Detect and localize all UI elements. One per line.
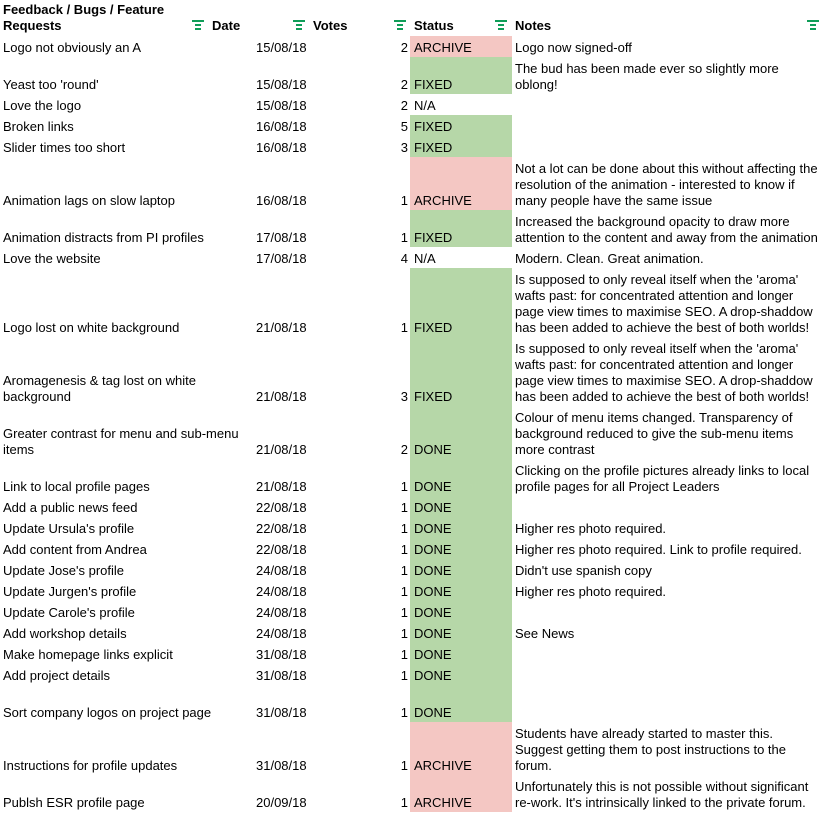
votes-cell[interactable] xyxy=(340,57,408,94)
date-cell-text: 16/08/18 xyxy=(256,140,307,155)
status-cell-text: N/A xyxy=(414,98,436,113)
date-cell[interactable] xyxy=(256,247,336,268)
request-cell[interactable] xyxy=(3,406,248,459)
request-cell[interactable] xyxy=(3,115,248,136)
notes-cell-text: Students have already started to master this. Suggest getting them to post instructions to the forum. xyxy=(515,726,786,773)
votes-cell[interactable] xyxy=(340,94,408,115)
status-cell[interactable] xyxy=(410,157,512,210)
votes-cell[interactable] xyxy=(340,622,408,643)
notes-cell[interactable] xyxy=(515,136,820,157)
status-cell-text: DONE xyxy=(414,563,452,578)
status-cell-text: ARCHIVE xyxy=(414,795,472,810)
request-cell-text: Add project details xyxy=(3,668,110,683)
date-cell-text: 17/08/18 xyxy=(256,230,307,245)
request-cell[interactable] xyxy=(3,247,248,268)
request-cell-text: Logo lost on white background xyxy=(3,320,180,335)
status-cell[interactable] xyxy=(410,580,512,601)
notes-cell[interactable] xyxy=(515,775,820,812)
votes-cell[interactable] xyxy=(340,601,408,622)
request-cell-text: Animation distracts from PI profiles xyxy=(3,230,204,245)
request-cell[interactable] xyxy=(3,94,248,115)
date-cell[interactable] xyxy=(256,94,336,115)
date-cell-text: 24/08/18 xyxy=(256,605,307,620)
request-cell-text: Add a public news feed xyxy=(3,500,138,515)
request-cell[interactable] xyxy=(3,538,248,559)
status-cell-text: DONE xyxy=(414,647,452,662)
request-cell-text: Update Jurgen's profile xyxy=(3,584,137,599)
request-cell-text: Add content from Andrea xyxy=(3,542,147,557)
date-cell-text: 21/08/18 xyxy=(256,479,307,494)
votes-cell[interactable] xyxy=(340,136,408,157)
notes-cell[interactable] xyxy=(515,94,820,115)
notes-cell-text: Logo now signed-off xyxy=(515,40,632,55)
votes-cell[interactable] xyxy=(340,775,408,812)
request-cell-text: Animation lags on slow laptop xyxy=(3,193,175,208)
notes-cell[interactable] xyxy=(515,406,820,459)
request-cell[interactable] xyxy=(3,210,248,247)
notes-cell-text: Didn't use spanish copy xyxy=(515,563,652,578)
status-cell[interactable] xyxy=(410,268,512,337)
votes-cell-text: 1 xyxy=(400,795,408,810)
status-cell-text: FIXED xyxy=(414,389,453,404)
date-cell-text: 16/08/18 xyxy=(256,119,307,134)
status-cell[interactable] xyxy=(410,517,512,538)
notes-cell[interactable] xyxy=(515,57,820,94)
filter-icon[interactable] xyxy=(293,20,305,30)
votes-cell-text: 1 xyxy=(400,193,408,208)
notes-cell[interactable] xyxy=(515,247,820,268)
votes-cell[interactable] xyxy=(340,496,408,517)
request-cell-text: Greater contrast for menu and sub-menu items xyxy=(3,426,239,457)
date-cell-text: 24/08/18 xyxy=(256,584,307,599)
date-cell-text: 21/08/18 xyxy=(256,442,307,457)
status-cell[interactable] xyxy=(410,775,512,812)
notes-cell-text: Is supposed to only reveal itself when the 'aroma' wafts past: for concentrated attention and longer page view times to maximise SEO. A drop-shaddow has been added to achieve the best of both worlds! xyxy=(515,341,813,404)
date-cell[interactable] xyxy=(256,268,336,337)
votes-cell-text: 1 xyxy=(400,230,408,245)
request-cell-text: Update Ursula's profile xyxy=(3,521,135,536)
request-cell-text: Yeast too 'round' xyxy=(3,77,99,92)
votes-cell-text: 1 xyxy=(400,647,408,662)
request-cell-text: Broken links xyxy=(3,119,74,134)
status-cell-text: DONE xyxy=(414,584,452,599)
date-cell[interactable] xyxy=(256,157,336,210)
notes-cell[interactable] xyxy=(515,664,820,685)
votes-cell-text: 4 xyxy=(400,251,408,266)
votes-cell[interactable] xyxy=(340,538,408,559)
date-cell[interactable] xyxy=(256,685,336,722)
status-cell[interactable] xyxy=(410,406,512,459)
status-cell[interactable] xyxy=(410,337,512,406)
date-cell[interactable] xyxy=(256,643,336,664)
date-cell[interactable] xyxy=(256,459,336,496)
date-cell[interactable] xyxy=(256,601,336,622)
date-cell[interactable] xyxy=(256,517,336,538)
request-cell[interactable] xyxy=(3,136,248,157)
votes-cell[interactable] xyxy=(340,247,408,268)
votes-cell-text: 2 xyxy=(400,98,408,113)
votes-cell[interactable] xyxy=(340,664,408,685)
date-cell-text: 22/08/18 xyxy=(256,542,307,557)
votes-cell-text: 1 xyxy=(400,542,408,557)
date-cell[interactable] xyxy=(256,559,336,580)
votes-cell[interactable] xyxy=(340,559,408,580)
notes-cell-text: Higher res photo required. xyxy=(515,584,667,599)
votes-cell-text: 1 xyxy=(400,668,408,683)
votes-cell[interactable] xyxy=(340,722,408,775)
request-cell-text: Instructions for profile updates xyxy=(3,758,178,773)
date-cell-text: 16/08/18 xyxy=(256,193,307,208)
status-cell-text: DONE xyxy=(414,705,452,720)
votes-cell-text: 5 xyxy=(400,119,408,134)
request-cell-text: Update Jose's profile xyxy=(3,563,124,578)
votes-cell[interactable] xyxy=(340,643,408,664)
status-cell-text: FIXED xyxy=(414,320,453,335)
header-requests-line2: Requests xyxy=(3,18,62,33)
date-cell[interactable] xyxy=(256,496,336,517)
notes-cell[interactable] xyxy=(515,559,820,580)
votes-cell-text: 2 xyxy=(400,40,408,55)
votes-cell[interactable] xyxy=(340,517,408,538)
notes-cell[interactable] xyxy=(515,538,820,559)
date-cell-text: 31/08/18 xyxy=(256,705,307,720)
request-cell[interactable] xyxy=(3,36,248,57)
header-status: Status xyxy=(414,18,454,33)
notes-cell[interactable] xyxy=(515,210,820,247)
header-date: Date xyxy=(212,18,241,33)
votes-cell[interactable] xyxy=(340,268,408,337)
votes-cell-text: 1 xyxy=(400,705,408,720)
status-cell[interactable] xyxy=(410,496,512,517)
notes-cell[interactable] xyxy=(515,157,820,210)
votes-cell-text: 1 xyxy=(400,500,408,515)
request-cell[interactable] xyxy=(3,664,248,685)
status-cell-text: DONE xyxy=(414,479,452,494)
notes-cell-text: Clicking on the profile pictures already links to local profile pages for all Project Leaders xyxy=(515,463,810,494)
status-cell-text: DONE xyxy=(414,626,452,641)
date-cell-text: 22/08/18 xyxy=(256,500,307,515)
status-cell-text: DONE xyxy=(414,521,452,536)
votes-cell-text: 1 xyxy=(400,563,408,578)
date-cell[interactable] xyxy=(256,722,336,775)
status-cell[interactable] xyxy=(410,664,512,685)
status-cell[interactable] xyxy=(410,247,512,268)
notes-cell[interactable] xyxy=(515,337,820,406)
filter-icon[interactable] xyxy=(394,20,406,30)
date-cell[interactable] xyxy=(256,622,336,643)
request-cell[interactable] xyxy=(3,268,248,337)
notes-cell-text: The bud has been made ever so slightly more oblong! xyxy=(515,61,779,92)
status-cell-text: ARCHIVE xyxy=(414,758,472,773)
status-cell[interactable] xyxy=(410,57,512,94)
votes-cell[interactable] xyxy=(340,115,408,136)
request-cell-text: Publsh ESR profile page xyxy=(3,795,145,810)
notes-cell-text: Is supposed to only reveal itself when the 'aroma' wafts past: for concentrated attention and longer page view times to maximise SEO. A drop-shaddow has been added to achieve the best of both worlds! xyxy=(515,272,813,335)
status-cell-text: FIXED xyxy=(414,230,453,245)
status-cell[interactable] xyxy=(410,559,512,580)
status-cell[interactable] xyxy=(410,643,512,664)
request-cell-text: Logo not obviously an A xyxy=(3,40,142,55)
notes-cell[interactable] xyxy=(515,496,820,517)
date-cell-text: 15/08/18 xyxy=(256,98,307,113)
request-cell-text: Love the logo xyxy=(3,98,82,113)
votes-cell-text: 3 xyxy=(400,140,408,155)
request-cell-text: Make homepage links explicit xyxy=(3,647,173,662)
date-cell-text: 31/08/18 xyxy=(256,647,307,662)
request-cell[interactable] xyxy=(3,496,248,517)
votes-cell-text: 3 xyxy=(400,389,408,404)
status-cell[interactable] xyxy=(410,210,512,247)
status-cell[interactable] xyxy=(410,459,512,496)
date-cell[interactable] xyxy=(256,580,336,601)
notes-cell[interactable] xyxy=(515,580,820,601)
notes-cell[interactable] xyxy=(515,601,820,622)
date-cell[interactable] xyxy=(256,337,336,406)
votes-cell[interactable] xyxy=(340,210,408,247)
notes-cell-text: Colour of menu items changed. Transparency of background reduced to give the sub-menu items more contrast xyxy=(515,410,794,457)
votes-cell-text: 2 xyxy=(400,442,408,457)
date-cell-text: 20/09/18 xyxy=(256,795,307,810)
date-cell-text: 21/08/18 xyxy=(256,389,307,404)
notes-cell[interactable] xyxy=(515,643,820,664)
request-cell[interactable] xyxy=(3,517,248,538)
notes-cell[interactable] xyxy=(515,685,820,722)
filter-icon[interactable] xyxy=(807,20,819,30)
status-cell[interactable] xyxy=(410,115,512,136)
status-cell-text: N/A xyxy=(414,251,436,266)
date-cell[interactable] xyxy=(256,664,336,685)
notes-cell[interactable] xyxy=(515,36,820,57)
notes-cell-text: Higher res photo required. xyxy=(515,521,667,536)
request-cell[interactable] xyxy=(3,157,248,210)
notes-cell[interactable] xyxy=(515,517,820,538)
request-cell[interactable] xyxy=(3,57,248,94)
status-cell-text: DONE xyxy=(414,500,452,515)
request-cell[interactable] xyxy=(3,643,248,664)
status-cell[interactable] xyxy=(410,538,512,559)
request-cell-text: Love the website xyxy=(3,251,101,266)
request-cell[interactable] xyxy=(3,775,248,812)
date-cell[interactable] xyxy=(256,115,336,136)
status-cell[interactable] xyxy=(410,136,512,157)
notes-cell[interactable] xyxy=(515,622,820,643)
date-cell[interactable] xyxy=(256,136,336,157)
date-cell-text: 24/08/18 xyxy=(256,563,307,578)
date-cell[interactable] xyxy=(256,538,336,559)
notes-cell-text: Modern. Clean. Great animation. xyxy=(515,251,704,266)
votes-cell[interactable] xyxy=(340,406,408,459)
notes-cell[interactable] xyxy=(515,722,820,775)
votes-cell-text: 1 xyxy=(400,584,408,599)
status-cell-text: ARCHIVE xyxy=(414,193,472,208)
status-cell-text: ARCHIVE xyxy=(414,40,472,55)
filter-icon[interactable] xyxy=(192,20,204,30)
status-cell-text: FIXED xyxy=(414,77,453,92)
notes-cell-text: Higher res photo required. Link to profile required. xyxy=(515,542,802,557)
filter-icon[interactable] xyxy=(495,20,507,30)
date-cell-text: 15/08/18 xyxy=(256,77,307,92)
header-votes: Votes xyxy=(313,18,348,33)
header-notes: Notes xyxy=(515,18,552,33)
notes-cell[interactable] xyxy=(515,268,820,337)
request-cell[interactable] xyxy=(3,459,248,496)
notes-cell-text: Not a lot can be done about this without affecting the resolution of the animation - interested to know if many people have the same issue xyxy=(515,161,818,208)
request-cell-text: Sort company logos on project page xyxy=(3,705,212,720)
votes-cell-text: 1 xyxy=(400,479,408,494)
status-cell[interactable] xyxy=(410,622,512,643)
notes-cell-text: See News xyxy=(515,626,575,641)
status-cell[interactable] xyxy=(410,685,512,722)
date-cell[interactable] xyxy=(256,775,336,812)
votes-cell-text: 1 xyxy=(400,626,408,641)
request-cell-text: Aromagenesis & tag lost on white background xyxy=(3,373,196,404)
votes-cell-text: 1 xyxy=(400,758,408,773)
date-cell[interactable] xyxy=(256,36,336,57)
votes-cell-text: 1 xyxy=(400,320,408,335)
status-cell-text: DONE xyxy=(414,605,452,620)
date-cell-text: 15/08/18 xyxy=(256,40,307,55)
date-cell[interactable] xyxy=(256,210,336,247)
request-cell-text: Link to local profile pages xyxy=(3,479,150,494)
date-cell-text: 24/08/18 xyxy=(256,626,307,641)
votes-cell[interactable] xyxy=(340,36,408,57)
notes-cell[interactable] xyxy=(515,459,820,496)
status-cell[interactable] xyxy=(410,94,512,115)
request-cell-text: Add workshop details xyxy=(3,626,127,641)
notes-cell-text: Unfortunately this is not possible without significant re-work. It's intrinsically linked to the private forum. xyxy=(515,779,809,810)
votes-cell[interactable] xyxy=(340,157,408,210)
request-cell[interactable] xyxy=(3,559,248,580)
request-cell[interactable] xyxy=(3,580,248,601)
date-cell-text: 31/08/18 xyxy=(256,758,307,773)
date-cell-text: 31/08/18 xyxy=(256,668,307,683)
request-cell[interactable] xyxy=(3,337,248,406)
votes-cell[interactable] xyxy=(340,459,408,496)
status-cell[interactable] xyxy=(410,601,512,622)
header-requests-line1: Feedback / Bugs / Feature xyxy=(3,2,165,17)
request-cell[interactable] xyxy=(3,601,248,622)
status-cell-text: DONE xyxy=(414,668,452,683)
status-cell-text: FIXED xyxy=(414,119,453,134)
request-cell-text: Update Carole's profile xyxy=(3,605,135,620)
status-cell-text: DONE xyxy=(414,442,452,457)
votes-cell-text: 1 xyxy=(400,605,408,620)
date-cell[interactable] xyxy=(256,406,336,459)
request-cell[interactable] xyxy=(3,622,248,643)
votes-cell[interactable] xyxy=(340,580,408,601)
notes-cell[interactable] xyxy=(515,115,820,136)
votes-cell-text: 1 xyxy=(400,521,408,536)
date-cell-text: 17/08/18 xyxy=(256,251,307,266)
request-cell[interactable] xyxy=(3,722,248,775)
request-cell[interactable] xyxy=(3,685,248,722)
date-cell-text: 21/08/18 xyxy=(256,320,307,335)
status-cell[interactable] xyxy=(410,36,512,57)
status-cell-text: DONE xyxy=(414,542,452,557)
votes-cell-text: 2 xyxy=(400,77,408,92)
votes-cell[interactable] xyxy=(340,337,408,406)
votes-cell[interactable] xyxy=(340,685,408,722)
status-cell[interactable] xyxy=(410,722,512,775)
date-cell[interactable] xyxy=(256,57,336,94)
date-cell-text: 22/08/18 xyxy=(256,521,307,536)
notes-cell-text: Increased the background opacity to draw more attention to the content and away from the animation xyxy=(515,214,818,245)
request-cell-text: Slider times too short xyxy=(3,140,126,155)
status-cell-text: FIXED xyxy=(414,140,453,155)
